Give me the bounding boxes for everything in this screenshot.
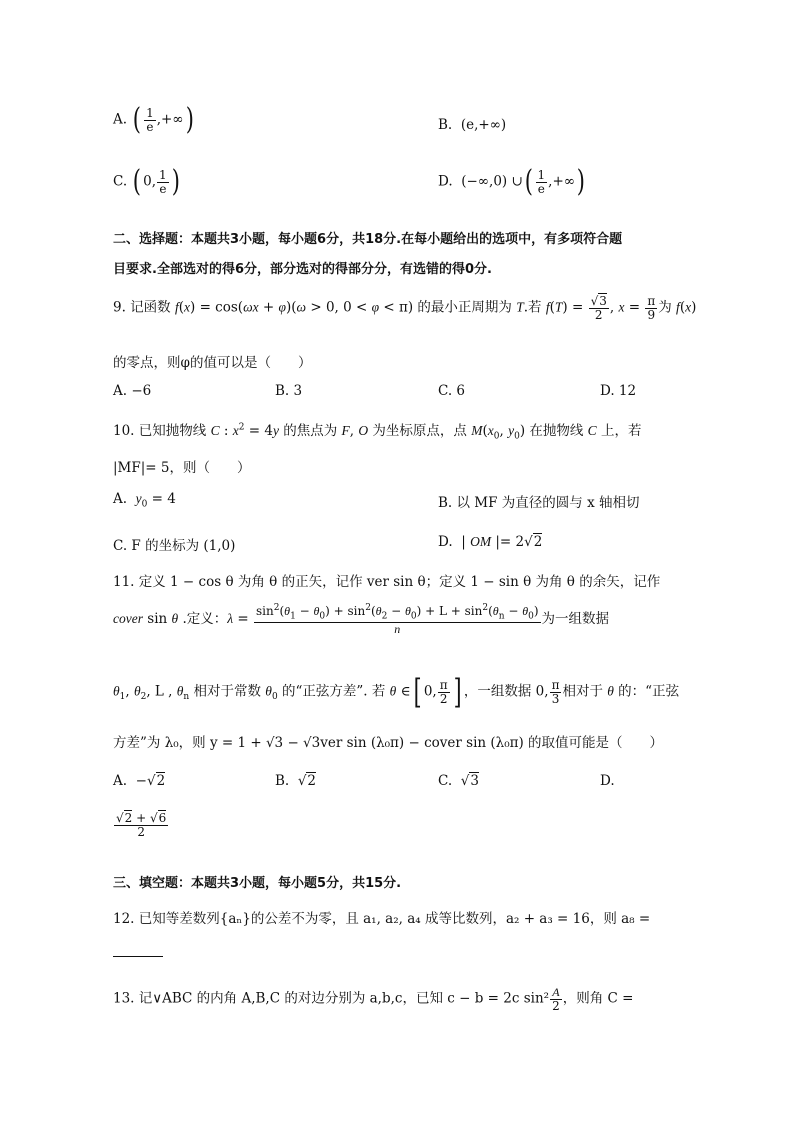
q11-option-a: A. −√2	[113, 773, 166, 789]
q11-line3: $\theta_1$, $\theta_2$, L , $\theta_n$ 相对于常数 $\theta_0$ 的“正弦方差”. 若 θ ∈[ 0, $\frac{\pi}{2}$ ] ，一组数据 0, $\frac{\pi}{3}$ 相对于 θ 的：“正弦	[113, 672, 680, 712]
q8-option-d: D. (−∞,0) ∪( $\frac{1}{e}$ ,+∞)	[438, 164, 585, 199]
q9-option-c: C. 6	[438, 383, 466, 399]
q11-definition: cover sin θ .定义：λ = $\frac{\sin^2(\theta_1 - \theta_0) + \sin^2(\theta_2 - \theta_0) + L + \sin^2(\theta_n - \theta_0)}{n}$ 为一组数据	[113, 603, 610, 636]
q11-line4: 方差”为 λ₀，则 y = 1 + √3 − √3ver sin (λ₀π) − cover sin (λ₀π) 的取值可能是（ ）	[113, 735, 664, 751]
section2-line2: 目要求.全部选对的得6分，部分选对的得部分分，有选错的得0分.	[113, 262, 492, 277]
q12-answer-blank	[113, 945, 163, 961]
q9-option-d: D. 12	[600, 383, 637, 399]
q10-line2: |MF|= 5，则（ ）	[113, 460, 251, 476]
q8-option-b: B. (e,+∞)	[438, 117, 507, 133]
q10-stem: 10. 已知抛物线 C : $x^2 = 4y$ 的焦点为 F, O 为坐标原点，点 $M(x_0$, $y_0$) 在抛物线 C 上，若	[113, 422, 642, 442]
q11-option-d-value: $\frac{√2 + √6}{2}$	[116, 811, 167, 839]
q12-stem: 12. 已知等差数列{aₙ}的公差不为零，且 a₁, a₂, a₄ 成等比数列，a₂ + a₃ = 16，则 a₈ =	[113, 911, 651, 927]
q9-option-b: B. 3	[275, 383, 303, 399]
q11-option-d: D.	[600, 773, 615, 789]
q10-option-b: B. 以 MF 为直径的圆与 x 轴相切	[438, 495, 640, 511]
q9-option-a: A. −6	[113, 383, 152, 399]
q8-option-a: A. ( $\frac{1}{e}$ ,+∞)	[113, 102, 194, 137]
q13-stem: 13. 记∨ABC 的内角 A,B,C 的对边分别为 a,b,c，已知 c − b = 2c sin² $\frac{A}{2}$ ，则角 C =	[113, 985, 634, 1013]
q10-option-a: A. $y_0 = 4$	[113, 491, 176, 510]
q11-line1: 11. 定义 1 − cos θ 为角 θ 的正矢，记作 ver sin θ；定义 1 − sin θ 为角 θ 的余矢，记作	[113, 574, 661, 590]
q9-line2: 的零点，则φ的值可以是（ ）	[113, 355, 312, 371]
q10-option-d: D. | OM |= 2√2	[438, 534, 543, 550]
q8-option-c: C. ( 0, $\frac{1}{e}$ )	[113, 164, 180, 199]
q11-option-c: C. √3	[438, 773, 479, 789]
q10-option-c: C. F 的坐标为 (1,0)	[113, 538, 236, 554]
section2-line1: 二、选择题：本题共3小题，每小题6分，共18分.在每小题给出的选项中，有多项符合题	[113, 232, 623, 247]
q9-stem: 9. 记函数 f(x) = cos(ωx + φ)(ω > 0, 0 < φ < π) 的最小正周期为 T.若 f(T) = $\frac{√3}{2}$ , x = $\frac{\pi}{9}$ 为 f(x)	[113, 294, 697, 322]
q11-option-b: B. √2	[275, 773, 317, 789]
section3-title: 三、填空题：本题共3小题，每小题5分，共15分.	[113, 876, 402, 891]
